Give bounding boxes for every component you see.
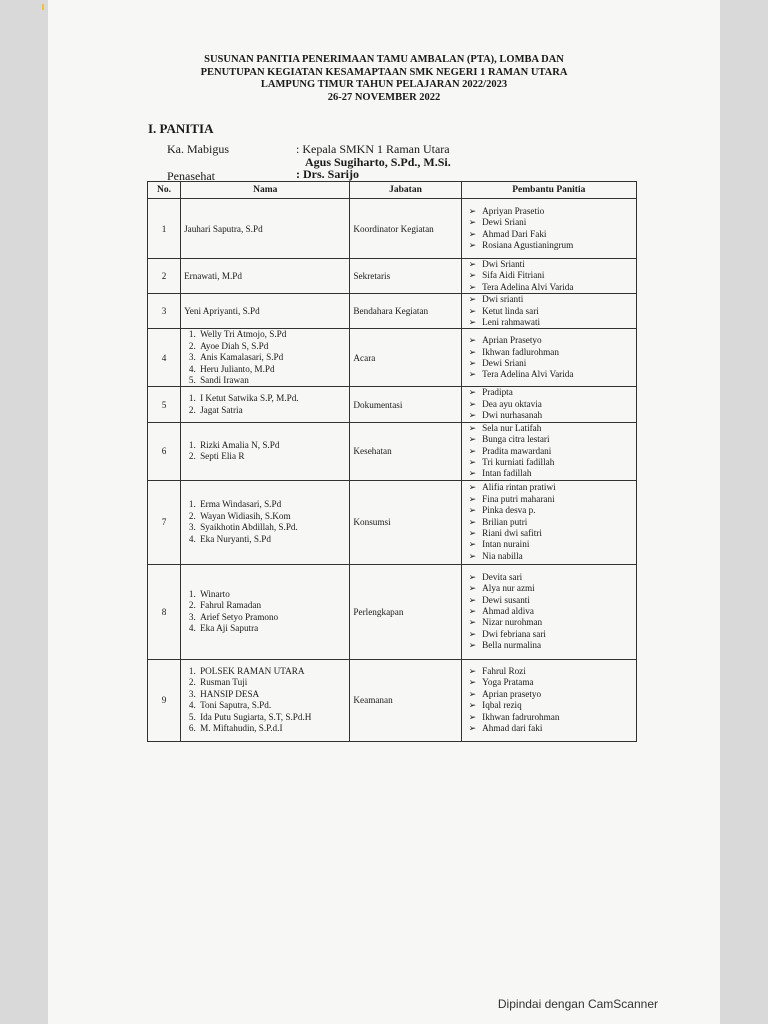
name-item: 3. HANSIP DESA [198,689,346,700]
penasehat-value: : Drs. Sarijo [296,167,359,181]
name-item: 2. Wayan Widiasih, S.Kom [198,511,346,522]
row-number: 3 [148,294,181,329]
table-row [148,422,637,480]
table-row [148,294,637,329]
ka-mabigus-name: Agus Sugiharto, S.Pd., M.Si. [305,155,451,169]
name-item: 1. Erma Windasari, S.Pd [198,499,346,510]
nama-cell [181,564,350,659]
camscanner-footer: Dipindai dengan CamScanner [497,997,658,1011]
ka-mabigus-label: Ka. Mabigus [167,142,229,156]
pembantu-cell [461,422,636,480]
name-item: 5. Sandi Irawan [198,375,346,386]
names-list [184,499,346,545]
title-line: LAMPUNG TIMUR TAHUN PELAJARAN 2022/2023 [260,79,508,90]
table-row [148,259,637,294]
helper-item: ➢ Intan nuraini [469,539,633,550]
helper-item: ➢ Alifia rintan pratiwi [469,482,633,493]
row-number: 4 [148,329,181,387]
jabatan-cell: Keamanan [350,659,461,741]
name-item: 1. Welly Tri Atmojo, S.Pd [198,329,346,340]
nama-cell [181,387,350,422]
table-row [148,564,637,659]
table-row [148,387,637,422]
helper-item: ➢ Intan fadillah [469,468,633,479]
row-number: 8 [148,564,181,659]
helper-item: ➢ Tera Adelina Alvi Varida [469,282,633,293]
helper-item: ➢ Brilian putri [469,517,633,528]
helper-item: ➢ Dewi susanti [469,595,633,606]
helper-item: ➢ Bella nurmalina [469,640,633,651]
helper-item: ➢ Dwi nurhasanah [469,410,633,421]
name-item: 5. Ida Putu Sugiarta, S.T, S.Pd.H [198,712,346,723]
helper-item: ➢ Tera Adelina Alvi Varida [469,369,633,380]
helper-item: ➢ Rosiana Agustianingrum [469,240,633,251]
table-row [148,659,637,741]
helper-item: ➢ Ketut linda sari [469,306,633,317]
names-list [184,589,346,635]
helpers-list [465,206,633,252]
title-line: SUSUNAN PANITIA PENERIMAAN TAMU AMBALAN (PTA), LOMBA DAN [204,54,564,65]
name-item: 2. Ayoe Diah S, S.Pd [198,341,346,352]
nama-cell [181,422,350,480]
pembantu-cell [461,199,636,259]
helper-item: ➢ Pradita mawardani [469,446,633,457]
pembantu-cell [461,329,636,387]
pembantu-cell [461,480,636,564]
row-number: 2 [148,259,181,294]
helpers-list [465,423,633,480]
title-line: 26-27 NOVEMBER 2022 [327,91,441,103]
jabatan-cell: Bendahara Kegiatan [350,294,461,329]
name-item: 6. M. Miftahudin, S.P.d.I [198,723,346,734]
header-jabatan: Jabatan [350,182,461,199]
pembantu-cell [461,564,636,659]
header-no: No. [148,182,181,199]
pembantu-cell [461,294,636,329]
names-list [184,440,346,463]
committee-table [147,181,637,742]
name-item: 4. Eka Nuryanti, S.Pd [198,534,346,545]
helper-item: ➢ Sela nur Latifah [469,423,633,434]
name-item: 1. Rizki Amalia N, S.Pd [198,440,346,451]
helper-item: ➢ Dea ayu oktavia [469,399,633,410]
header-nama: Nama [181,182,350,199]
helper-item: ➢ Nia nabilla [469,551,633,562]
jabatan-cell: Sekretaris [350,259,461,294]
jabatan-cell: Acara [350,329,461,387]
nama-cell: Yeni Apriyanti, S.Pd [181,294,350,329]
helper-item: ➢ Bunga citra lestari [469,434,633,445]
table-row [148,199,637,259]
name-item: 4. Eka Aji Saputra [198,623,346,634]
helper-item: ➢ Fahrul Rozi [469,666,633,677]
helpers-list [465,294,633,328]
helper-item: ➢ Pradipta [469,387,633,398]
names-list [184,666,346,734]
name-item: 1. POLSEK RAMAN UTARA [198,666,346,677]
table-body [148,199,637,742]
scan-speck [42,4,44,10]
names-list [184,329,346,386]
name-item: 2. Jagat Satria [198,405,346,416]
pembantu-cell [461,259,636,294]
title-line: PENUTUPAN KEGIATAN KESAMAPTAAN SMK NEGERI 1 RAMAN UTARA [200,66,568,78]
helpers-list [465,572,633,652]
name-item: 3. Syaikhotin Abdillah, S.Pd. [198,522,346,533]
name-item: 2. Fahrul Ramadan [198,600,346,611]
document-title [0,54,768,104]
jabatan-cell: Kesehatan [350,422,461,480]
name-item: 1. I Ketut Satwika S.P, M.Pd. [198,393,346,404]
name-item: 3. Arief Setyo Pramono [198,612,346,623]
table-row [148,329,637,387]
header-pembantu: Pembantu Panitia [461,182,636,199]
names-list [184,393,346,416]
helper-item: ➢ Dwi srianti [469,294,633,305]
name-item: 2. Rusman Tuji [198,677,346,688]
helper-item: ➢ Ikhwan fadlurohman [469,347,633,358]
helper-item: ➢ Yoga Pratama [469,677,633,688]
ka-mabigus-value: : Kepala SMKN 1 Raman Utara [296,142,450,156]
helper-item: ➢ Riani dwi safitri [469,528,633,539]
row-number: 9 [148,659,181,741]
nama-cell [181,480,350,564]
helper-item: ➢ Fina putri maharani [469,494,633,505]
nama-cell [181,329,350,387]
helpers-list [465,482,633,562]
helper-item: ➢ Dwi Srianti [469,259,633,270]
helpers-list [465,666,633,734]
helper-item: ➢ Aprian prasetyo [469,689,633,700]
row-number: 1 [148,199,181,259]
name-item: 3. Anis Kamalasari, S.Pd [198,352,346,363]
name-item: 4. Toni Saputra, S.Pd. [198,700,346,711]
helper-item: ➢ Nizar nurohman [469,617,633,628]
helper-item: ➢ Aprian Prasetyo [469,335,633,346]
helper-item: ➢ Ikhwan fadrurohman [469,712,633,723]
nama-cell [181,659,350,741]
jabatan-cell: Perlengkapan [350,564,461,659]
helper-item: ➢ Devita sari [469,572,633,583]
helpers-list [465,335,633,381]
helper-item: ➢ Alya nur azmi [469,583,633,594]
helper-item: ➢ Tri kurniati fadillah [469,457,633,468]
name-item: 2. Septi Elia R [198,451,346,462]
helper-item: ➢ Ahmad aldiva [469,606,633,617]
helper-item: ➢ Leni rahmawati [469,317,633,328]
helpers-list [465,387,633,421]
section-heading: I. PANITIA [148,121,214,136]
row-number: 7 [148,480,181,564]
nama-cell: Jauhari Saputra, S.Pd [181,199,350,259]
table-row [148,480,637,564]
helper-item: ➢ Pinka desva p. [469,505,633,516]
row-number: 6 [148,422,181,480]
penasehat-label: Penasehat [167,169,215,183]
pembantu-cell [461,387,636,422]
name-item: 4. Heru Julianto, M.Pd [198,364,346,375]
nama-cell: Ernawati, M.Pd [181,259,350,294]
helper-item: ➢ Dewi Sriani [469,358,633,369]
helper-item: ➢ Sifa Aidi Fitriani [469,270,633,281]
helper-item: ➢ Ahmad Dari Faki [469,229,633,240]
pembantu-cell [461,659,636,741]
row-number: 5 [148,387,181,422]
helper-item: ➢ Dewi Sriani [469,217,633,228]
table-header-row [148,182,637,199]
helper-item: ➢ Dwi febriana sari [469,629,633,640]
helper-item: ➢ Apriyan Prasetio [469,206,633,217]
jabatan-cell: Konsumsi [350,480,461,564]
helpers-list [465,259,633,293]
jabatan-cell: Dokumentasi [350,387,461,422]
helper-item: ➢ Ahmad dari faki [469,723,633,734]
name-item: 1. Winarto [198,589,346,600]
helper-item: ➢ Iqbal reziq [469,700,633,711]
jabatan-cell: Koordinator Kegiatan [350,199,461,259]
